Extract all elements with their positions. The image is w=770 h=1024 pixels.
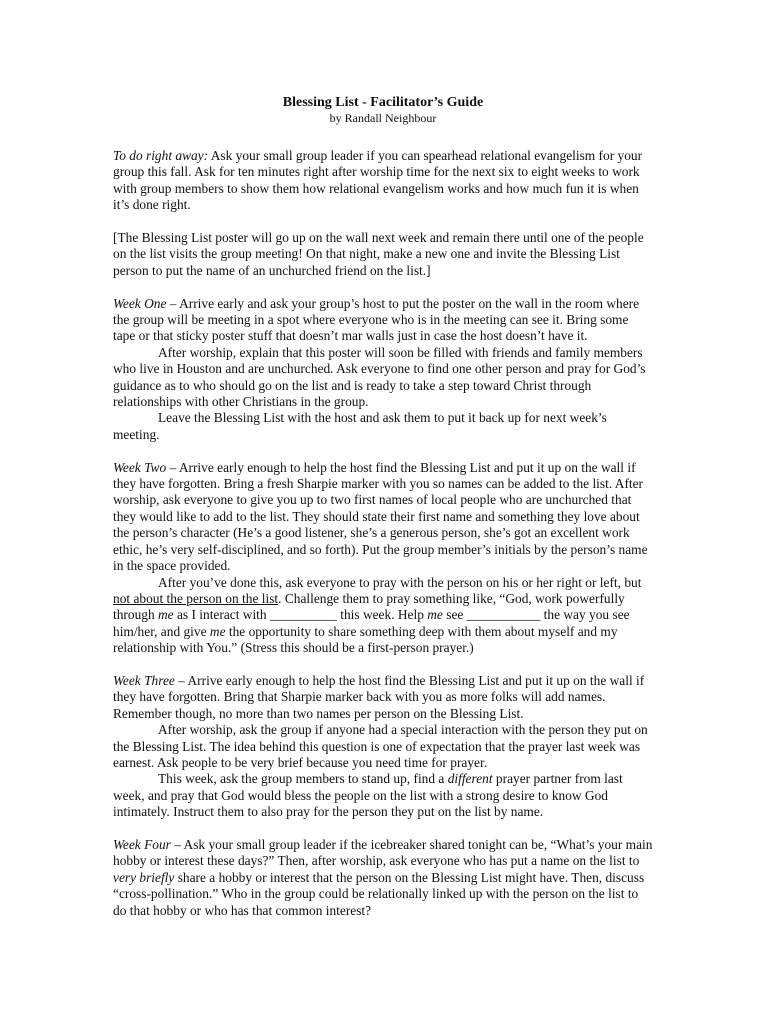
week-two-prayer-text-d: see ___________ the way you see him/her, and give xyxy=(113,607,630,639)
week-two-prayer-text-e: the opportunity to share something deep with them about myself and my relationship with You.” (Stress this should be a first-person prayer.) xyxy=(113,623,618,656)
week-three-emphasis-different: different xyxy=(447,771,493,787)
week-two-paragraph xyxy=(113,460,653,575)
document-body xyxy=(113,94,653,919)
note-paragraph: [The Blessing List poster will go up on the wall next week and remain there until one of the people on the list visits the group meeting! On that night, make a new one and invite the Blessing List person to put the name of an unchurched friend on the list.] xyxy=(113,230,644,278)
week-four-text-b: share a hobby or interest that the person on the Blessing List might have. Then, discuss “cross-pollination.” Who in the group could be relationally linked up with the person on the list to do that hobby or who has that common interest? xyxy=(113,869,645,918)
week-two-prayer-paragraph xyxy=(113,575,653,657)
week-three-paragraph xyxy=(113,673,653,722)
week-two-emphasis-me-2: me xyxy=(427,607,443,623)
week-three-partner-paragraph xyxy=(113,771,653,820)
week-one-lead: Week One xyxy=(113,295,167,311)
week-three-partner-text-a: This week, ask the group members to stand up, find a xyxy=(158,771,448,787)
week-two-emphasis-me-3: me xyxy=(209,623,226,639)
week-one-text: – Arrive early and ask your group’s host to put the poster on the wall in the room where the group will be meeting in a spot where everyone who is in the meeting can see it. Bring some tape or that sticky poster stuff that doesn’t mar walls just in case the host doesn’t have it. xyxy=(113,295,640,344)
week-two-prayer-text-c: as I interact with __________ this week. Help xyxy=(173,607,428,623)
week-two-text: – Arrive early enough to help the host find the Blessing List and put it up on the wall if they have forgotten. Bring a fresh Sharpie marker with you so names can be added to the list. After worship, ask everyone to give you up to two first names of local people who are unchurched that they would like to add to the list. They should state their first name and something they love about the person’s character (He’s a good listener, she’s a generous person, she’s got an excellent work ethic, he’s very self-disciplined, and so forth). Put the group member’s initials by the person’s name in the space provided. xyxy=(113,459,648,574)
week-three-text: – Arrive early enough to help the host find the Blessing List and put it up on the wall if they have forgotten. Bring that Sharpie marker back with you as more folks will add names. Remember though, no more than two names per person on the Blessing List. xyxy=(113,672,645,721)
document-byline: by Randall Neighbour xyxy=(329,111,437,125)
intro-lead: To do right away: xyxy=(113,148,209,163)
week-two-lead: Week Two xyxy=(113,459,167,475)
week-four-emphasis-very-briefly: very briefly xyxy=(113,869,175,885)
week-four-lead: Week Four xyxy=(113,836,171,852)
week-one-worship-paragraph: After worship, explain that this poster will soon be filled with friends and family members who live in Houston and are unchurched. Ask everyone to find one other person and pray for God’s guidance as to who should go on the list and is ready to take a step toward Christ through relationships with other Christians in the group. xyxy=(113,344,646,410)
week-two-underlined-text: not about the person on the list xyxy=(113,590,279,606)
document-title: Blessing List - Facilitator’s Guide xyxy=(282,95,484,110)
week-four-text-a: – Ask your small group leader if the icebreaker shared tonight can be, “What’s your main hobby or interest these days?” Then, after worship, ask everyone who has put a name on the list to xyxy=(113,836,653,869)
week-two-prayer-text-b: . Challenge them to pray something like, “God, work powerfully through xyxy=(113,590,625,623)
week-three-worship-paragraph: After worship, ask the group if anyone had a special interaction with the person they put on the Blessing List. The idea behind this question is one of expectation that the prayer last week was earnest. Ask people to be very brief because you need time for prayer. xyxy=(113,722,648,770)
intro-paragraph xyxy=(113,148,653,214)
week-three-lead: Week Three xyxy=(113,672,175,688)
week-one-host-paragraph: Leave the Blessing List with the host and ask them to put it back up for next week’s meeting. xyxy=(113,410,607,442)
intro-text: Ask your small group leader if you can spearhead relational evangelism for your group this fall. Ask for ten minutes right after worship time for the next six to eight weeks to work with group members to show them how relational evangelism works and how much fun it is when it’s done right. xyxy=(113,148,643,213)
week-one-paragraph xyxy=(113,296,653,345)
week-two-emphasis-me-1: me xyxy=(158,607,174,623)
week-two-prayer-text-a: After you’ve done this, ask everyone to pray with the person on his or her right or left, but xyxy=(158,574,642,590)
week-three-partner-text-b: prayer partner from last week, and pray that God would bless the people on the list with a strong desire to know God intimately. Instruct them to also pray for the person they put on the list by name. xyxy=(113,771,623,820)
week-four-paragraph xyxy=(113,837,653,919)
